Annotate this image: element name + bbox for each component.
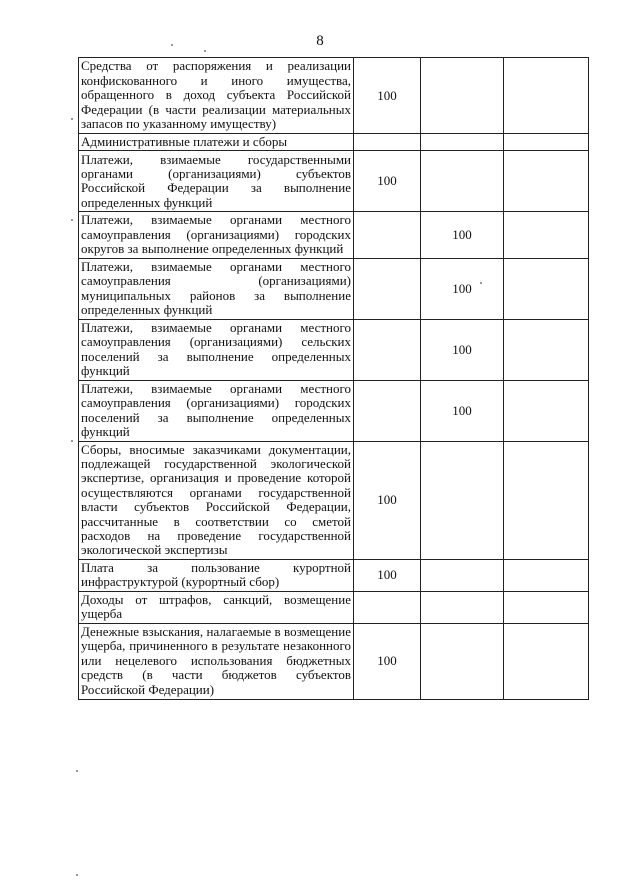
table-row: [79, 559, 589, 591]
row-value-col1: 100: [354, 58, 421, 134]
scan-speck: [71, 440, 73, 442]
row-value-col3: [504, 559, 589, 591]
row-name: Платежи, взимаемые государственными органами (организациями) субъектов Российской Федерации за выполнение определенных функций: [79, 151, 354, 212]
row-name: Платежи, взимаемые органами местного самоуправления (организациями) городских поселений за выполнение определенных функций: [79, 380, 354, 441]
table-row: [79, 212, 589, 258]
row-value-col1: [354, 380, 421, 441]
row-value-col2: [421, 559, 504, 591]
table-row: [79, 623, 589, 699]
row-value-col2: [421, 591, 504, 623]
scan-speck: [76, 770, 78, 772]
row-name: Платежи, взимаемые органами местного самоуправления (организациями) муниципальных районов за выполнение определенных функций: [79, 258, 354, 319]
row-value-col1: [354, 319, 421, 380]
row-value-col2: 100: [421, 258, 504, 319]
page-number: 8: [316, 33, 324, 49]
table-row: [79, 58, 589, 134]
row-value-col1: [354, 258, 421, 319]
row-value-col3: [504, 212, 589, 258]
row-value-col3: [504, 623, 589, 699]
table-row: [79, 258, 589, 319]
row-value-col2: 100: [421, 380, 504, 441]
row-name: Административные платежи и сборы: [79, 134, 354, 151]
row-name: Сборы, вносимые заказчиками документации, подлежащей государственной экологической экспертизе, организация и проведение которой осуществляются органами государственной власти субъектов Российской Федерации, рассчитанные в соответствии со сметой расходов на проведение государственной экологической экспертизы: [79, 441, 354, 559]
row-value-col1: 100: [354, 151, 421, 212]
row-value-col2: [421, 441, 504, 559]
row-name: Плата за пользование курортной инфраструктурой (курортный сбор): [79, 559, 354, 591]
row-name: Доходы от штрафов, санкций, возмещение ущерба: [79, 591, 354, 623]
row-value-col3: [504, 319, 589, 380]
scan-speck: [171, 44, 173, 46]
scan-speck: [204, 50, 206, 52]
row-value-col2: [421, 134, 504, 151]
row-value-col3: [504, 58, 589, 134]
row-value-col2: 100: [421, 212, 504, 258]
row-value-col2: [421, 151, 504, 212]
row-value-col1: 100: [354, 559, 421, 591]
row-value-col1: [354, 591, 421, 623]
row-value-col2: [421, 623, 504, 699]
row-name: Денежные взыскания, налагаемые в возмещение ущерба, причиненного в результате незаконного или нецелевого использования бюджетных средств (в части бюджетов субъектов Российской Федерации): [79, 623, 354, 699]
table-row: [79, 441, 589, 559]
row-name: Средства от распоряжения и реализации конфискованного и иного имущества, обращенного в доход субъекта Российской Федерации (в части реализации материальных запасов по указанному имуществу): [79, 58, 354, 134]
table-row: [79, 319, 589, 380]
row-value-col1: 100: [354, 441, 421, 559]
row-value-col3: [504, 441, 589, 559]
row-value-col3: [504, 380, 589, 441]
row-name: Платежи, взимаемые органами местного самоуправления (организациями) городских округов за выполнение определенных функций: [79, 212, 354, 258]
row-value-col2: 100: [421, 319, 504, 380]
scan-speck: [76, 874, 78, 876]
table-row: [79, 151, 589, 212]
row-value-col3: [504, 258, 589, 319]
row-value-col2: [421, 58, 504, 134]
row-value-col3: [504, 151, 589, 212]
row-value-col3: [504, 134, 589, 151]
row-value-col1: 100: [354, 623, 421, 699]
table-row: [79, 134, 589, 151]
scan-speck: [71, 118, 73, 120]
row-name: Платежи, взимаемые органами местного самоуправления (организациями) сельских поселений за выполнение определенных функций: [79, 319, 354, 380]
revenue-distribution-table: [78, 57, 589, 700]
table-row: [79, 591, 589, 623]
scan-speck: [71, 219, 73, 221]
row-value-col3: [504, 591, 589, 623]
row-value-col1: [354, 134, 421, 151]
row-value-col1: [354, 212, 421, 258]
table-row: [79, 380, 589, 441]
